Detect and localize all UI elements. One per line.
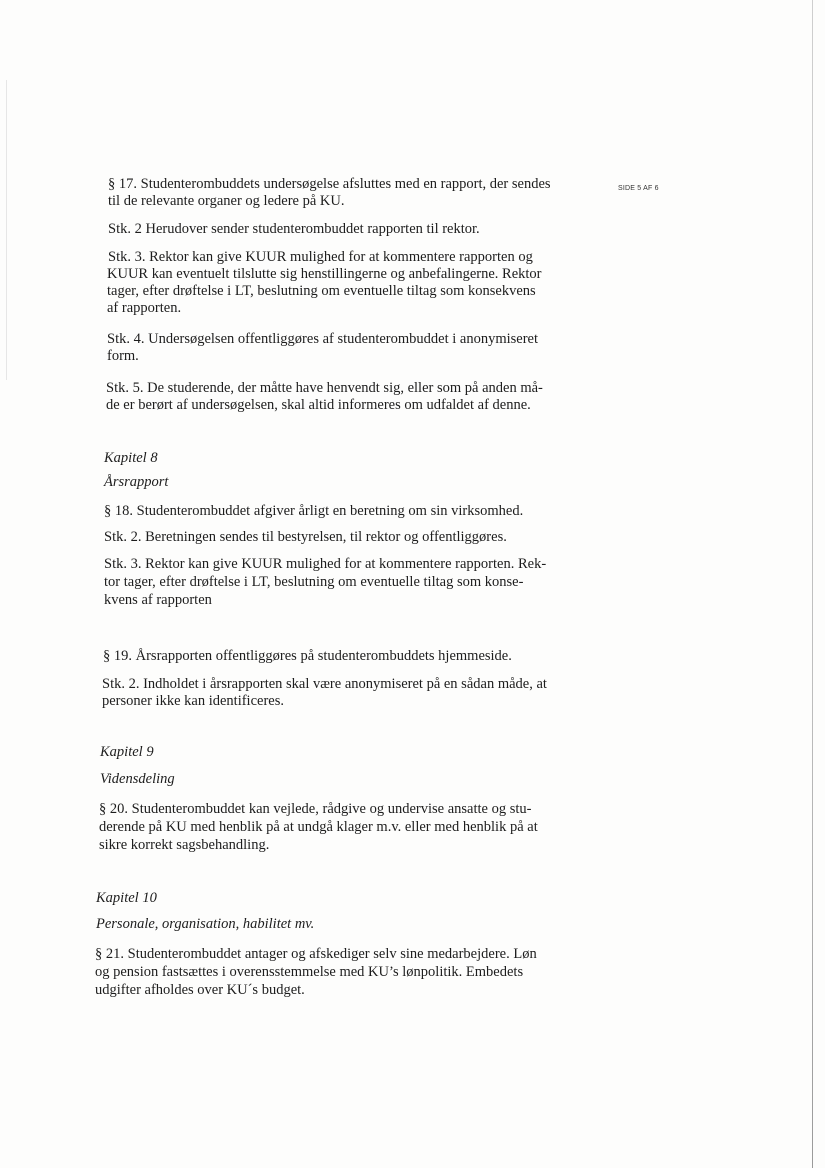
scan-edge-left: [6, 80, 7, 380]
chapter-9-title: Kapitel 9: [100, 744, 154, 760]
s17-stk5-line: de er berørt af undersøgelsen, skal altid informeres om udfaldet af denne.: [106, 397, 531, 413]
s21-paragraph-line: og pension fastsættes i overensstemmelse med KU’s lønpolitik. Embedets: [95, 964, 524, 980]
chapter-10-title: Kapitel 10: [96, 890, 157, 906]
s20-paragraph-line: § 20. Studenterombuddet kan vejlede, rådgive og undervise ansatte og stu-: [99, 801, 532, 817]
s19-paragraph: § 19. Årsrapporten offentliggøres på studenterombuddets hjemmeside.: [103, 648, 512, 664]
s18-stk3-line: tor tager, efter drøftelse i LT, beslutning om eventuelle tiltag som konse-: [104, 574, 524, 590]
s21-paragraph-line: § 21. Studenterombuddet antager og afskediger selv sine medarbejdere. Løn: [95, 946, 537, 962]
s21-paragraph-line: udgifter afholdes over KU´s budget.: [95, 982, 305, 998]
s19-stk2-line: Stk. 2. Indholdet i årsrapporten skal være anonymiseret på en sådan måde, at: [102, 676, 547, 692]
s17-stk3-line: af rapporten.: [107, 300, 182, 316]
s17-stk4-line: form.: [107, 348, 139, 364]
s17-stk3-line: Stk. 3. Rektor kan give KUUR mulighed for at kommentere rapporten og: [108, 249, 533, 265]
scan-edge-right: [812, 0, 813, 1168]
s18-stk3-line: kvens af rapporten: [104, 592, 212, 608]
s17-stk3-line: tager, efter drøftelse i LT, beslutning om eventuelle tiltag som konsekvens: [107, 283, 536, 299]
chapter-10-subtitle: Personale, organisation, habilitet mv.: [96, 916, 315, 932]
s18-stk3-line: Stk. 3. Rektor kan give KUUR mulighed for at kommentere rapporten. Rek-: [104, 556, 547, 572]
s17-stk3-line: KUUR kan eventuelt tilslutte sig henstillingerne og anbefalingerne. Rektor: [107, 266, 542, 282]
s20-paragraph-line: sikre korrekt sagsbehandling.: [99, 837, 270, 853]
s17-paragraph-line: § 17. Studenterombuddets undersøgelse afsluttes med en rapport, der sendes: [108, 176, 551, 192]
s20-paragraph-line: derende på KU med henblik på at undgå klager m.v. eller med henblik på at: [99, 819, 538, 835]
chapter-9-subtitle: Vidensdeling: [100, 771, 175, 787]
s18-stk2: Stk. 2. Beretningen sendes til bestyrelsen, til rektor og offentliggøres.: [104, 529, 507, 545]
s17-paragraph-line: til de relevante organer og ledere på KU.: [108, 193, 345, 209]
page-number-label: SIDE 5 AF 6: [618, 185, 659, 192]
chapter-8-title: Kapitel 8: [104, 450, 158, 466]
s18-paragraph: § 18. Studenterombuddet afgiver årligt en beretning om sin virksomhed.: [104, 503, 524, 519]
s17-stk2: Stk. 2 Herudover sender studenterombuddet rapporten til rektor.: [108, 221, 480, 237]
s19-stk2-line: personer ikke kan identificeres.: [102, 693, 284, 709]
chapter-8-subtitle: Årsrapport: [104, 474, 169, 490]
s17-stk5-line: Stk. 5. De studerende, der måtte have henvendt sig, eller som på anden må-: [106, 380, 543, 396]
s17-stk4-line: Stk. 4. Undersøgelsen offentliggøres af studenterombuddet i anonymiseret: [107, 331, 539, 347]
